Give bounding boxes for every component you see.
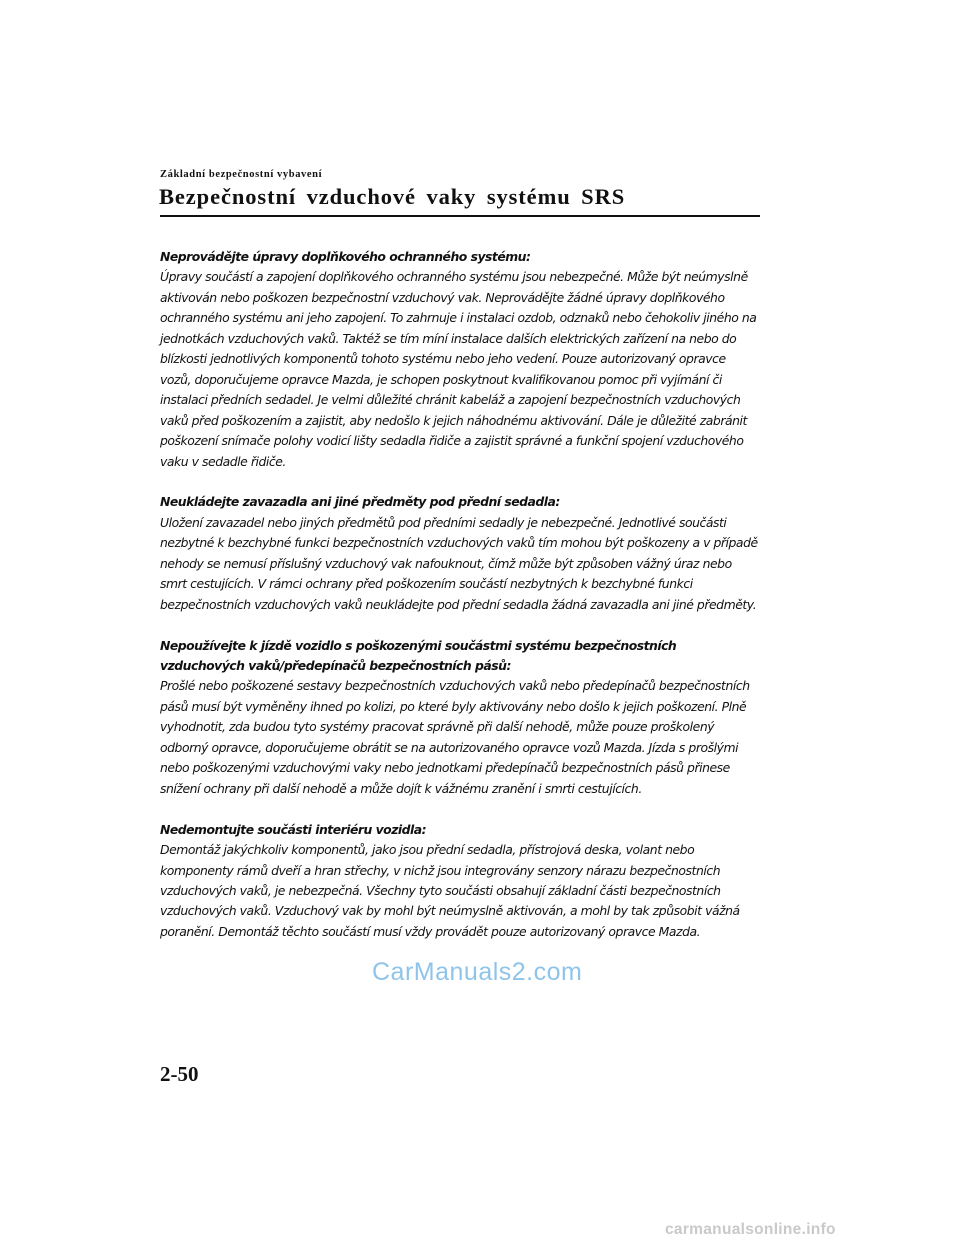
warning-body: Prošlé nebo poškozené sestavy bezpečnostních vzduchových vaků nebo předepínačů bezpečnostních pásů musí být vyměněny ihned po kolizi, po které byly aktivovány nebo došlo k jejich poškození. Plně vyhodnotit, zda budou tyto systémy pracovat správně při další nehodě, může pouze proškolený odborný opravce, doporučujeme obrátit se na autorizovaného opravce vozů Mazda. Jízda s prošlými nebo poškozenými vzduchovými vaky nebo jednotkami předepínačů bezpečnostních pásů přinese snížení ochrany při další nehodě a může dojít k vážnému zranění i smrti cestujících. [160, 678, 750, 796]
warning-body: Uložení zavazadel nebo jiných předmětů pod předními sedadly je nebezpečné. Jednotlivé součásti nezbytné k bezchybné funkci bezpečnostních vzduchových vaků tím mohou být poškozeny a v případě nehody se nemusí příslušný vzduchový vak nafouknout, čímž může být způsoben vážný úraz nebo smrt cestujících. V rámci ochrany před poškozením součástí nezbytných k bezchybné funkci bezpečnostních vzduchových vaků neukládejte pod přední sedadla žádná zavazadla ani jiné předměty. [160, 514, 758, 612]
warning-block-modifications [160, 247, 760, 472]
site-footer: carmanualsonline.info [665, 1221, 836, 1238]
warning-block-damaged-parts [160, 636, 760, 800]
warning-block-luggage [160, 492, 760, 615]
warning-content [160, 247, 760, 963]
warning-heading: Neprovádějte úpravy doplňkového ochranného systému: [160, 249, 531, 264]
section-label: Základní bezpečnostní vybavení [160, 169, 323, 180]
title-rule [160, 215, 760, 217]
warning-heading: Neukládejte zavazadla ani jiné předměty pod přední sedadla: [160, 494, 560, 510]
watermark: CarManuals2.com [372, 958, 583, 986]
warning-heading: Nedemontujte součásti interiéru vozidla: [160, 821, 427, 837]
page-number: 2-50 [160, 1062, 199, 1086]
warning-block-interior [160, 820, 760, 943]
warning-body: Demontáž jakýchkoliv komponentů, jako jsou přední sedadla, přístrojová deska, volant nebo komponenty rámů dveří a hran střechy, v nichž jsou integrovány senzory nárazu bezpečnostních vzduchových vaků, je nebezpečná. Všechny tyto součásti obsahují základní části bezpečnostních vzduchových vaků. Vzduchový vak by mohl být neúmyslně aktivován, a mohl by tak způsobit vážná poranění. Demontáž těchto součástí musí vždy provádět pouze autorizovaný opravce Mazda. [160, 842, 740, 939]
page-title: Bezpečnostní vzduchové vaky systému SRS [159, 184, 626, 209]
warning-heading: Nepoužívejte k jízdě vozidlo s poškozenými součástmi systému bezpečnostních vzduchových vaků/předepínačů bezpečnostních pásů: [160, 637, 677, 674]
warning-body: Úpravy součástí a zapojení doplňkového ochranného systému jsou nebezpečné. Může být neúmyslně aktivován nebo poškozen bezpečnostní vzduchový vak. Neprovádějte žádné úpravy doplňkového ochranného systému ani jeho zapojení. To zahrnuje i instalaci ozdob, odznaků nebo čehokoliv jiného na jednotkách vzduchových vaků. Taktéž se tím míní instalace dalších elektrických zařízení na nebo do blízkosti jednotlivých komponentů tohoto systému nebo jeho vedení. Pouze autorizovaný opravce vozů, doporučujeme opravce Mazda, je schopen poskytnout kvalifikovanou pomoc při vyjímání či instalaci předních sedadel. Je velmi důležité chránit kabeláž a zapojení bezpečnostních vzduchových vaků před poškozením a zajistit, aby nedošlo k jejich náhodnému aktivování. Dále je důležité zabránit poškození snímače polohy vodicí lišty sedadla řidiče a zajistit správné a funkční spojení vzduchového vaku v sedadle řidiče. [160, 269, 757, 469]
